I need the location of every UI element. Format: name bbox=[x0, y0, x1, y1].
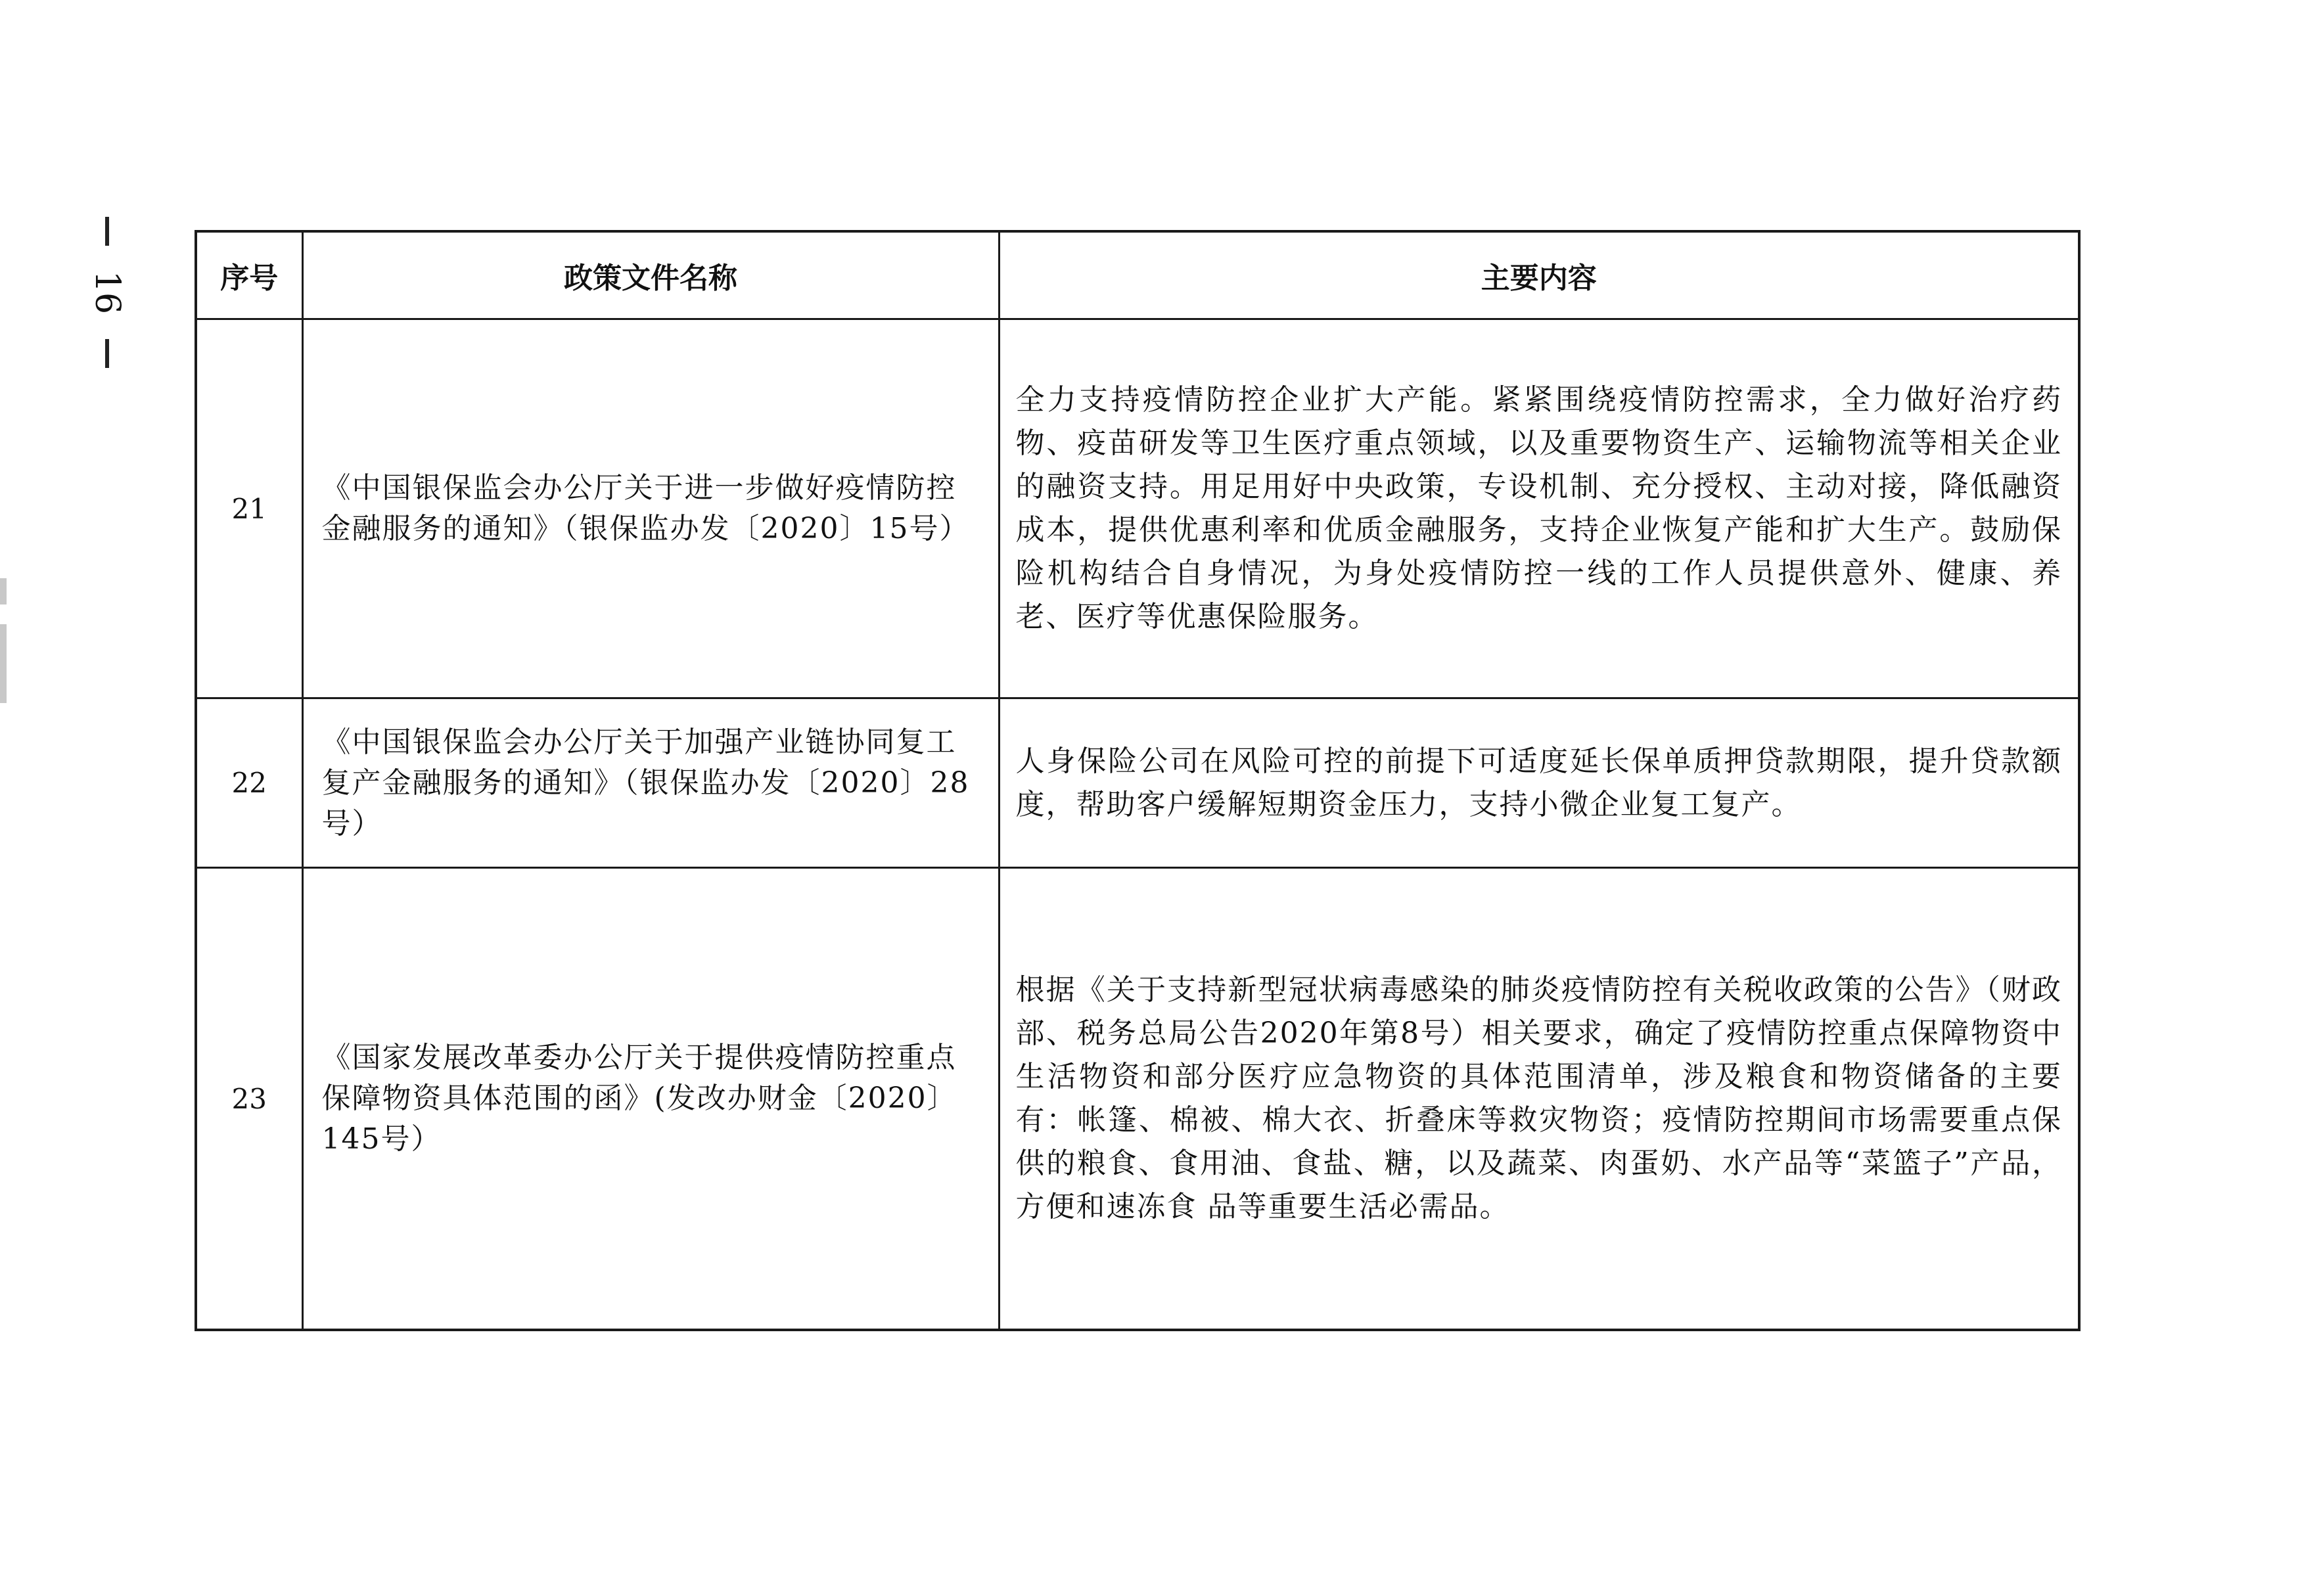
page-number-text: 16 bbox=[87, 270, 127, 315]
scan-edge-mark bbox=[0, 578, 7, 604]
header-policy-name: 政策文件名称 bbox=[302, 231, 999, 319]
table-row bbox=[196, 319, 2079, 698]
header-index: 序号 bbox=[196, 231, 302, 319]
row-index: 23 bbox=[196, 868, 302, 1331]
table-header-row bbox=[196, 231, 2079, 319]
policy-table bbox=[195, 230, 2081, 1331]
header-main-content: 主要内容 bbox=[999, 231, 2079, 319]
table-row bbox=[196, 868, 2079, 1331]
row-policy-name: 《中国银保监会办公厅关于加强产业链协同复工复产金融服务的通知》（银保监办发〔2020〕28号） bbox=[302, 698, 999, 868]
row-policy-name: 《中国银保监会办公厅关于进一步做好疫情防控金融服务的通知》（银保监办发〔2020〕15号） bbox=[302, 319, 999, 698]
row-main-content: 根据《关于支持新型冠状病毒感染的肺炎疫情防控有关税收政策的公告》（财政部、税务总局公告2020年第8号）相关要求，确定了疫情防控重点保障物资中生活物资和部分医疗应急物资的具体范围清单，涉及粮食和物资储备的主要有：帐篷、棉被、棉大衣、折叠床等救灾物资；疫情防控期间市场需要重点保供的粮食、食用油、食盐、糖，以及蔬菜、肉蛋奶、水产品等“菜篮子”产品，方便和速冻食 品等重要生活必需品。 bbox=[999, 868, 2079, 1331]
row-main-content: 人身保险公司在风险可控的前提下可适度延长保单质押贷款期限，提升贷款额度，帮助客户缓解短期资金压力，支持小微企业复工复产。 bbox=[999, 698, 2079, 868]
page-number bbox=[78, 217, 137, 368]
page-number-dash bbox=[105, 339, 109, 368]
row-index: 21 bbox=[196, 319, 302, 698]
page-number-dash bbox=[105, 217, 109, 246]
scan-edge-mark bbox=[0, 624, 7, 703]
row-main-content: 全力支持疫情防控企业扩大产能。紧紧围绕疫情防控需求，全力做好治疗药物、疫苗研发等卫生医疗重点领域，以及重要物资生产、运输物流等相关企业的融资支持。用足用好中央政策，专设机制、充分授权、主动对接，降低融资成本，提供优惠利率和优质金融服务，支持企业恢复产能和扩大生产。鼓励保险机构结合自身情况，为身处疫情防控一线的工作人员提供意外、健康、养老、医疗等优惠保险服务。 bbox=[999, 319, 2079, 698]
row-index: 22 bbox=[196, 698, 302, 868]
row-policy-name: 《国家发展改革委办公厅关于提供疫情防控重点保障物资具体范围的函》(发改办财金〔2020〕145号） bbox=[302, 868, 999, 1331]
table-row bbox=[196, 698, 2079, 868]
